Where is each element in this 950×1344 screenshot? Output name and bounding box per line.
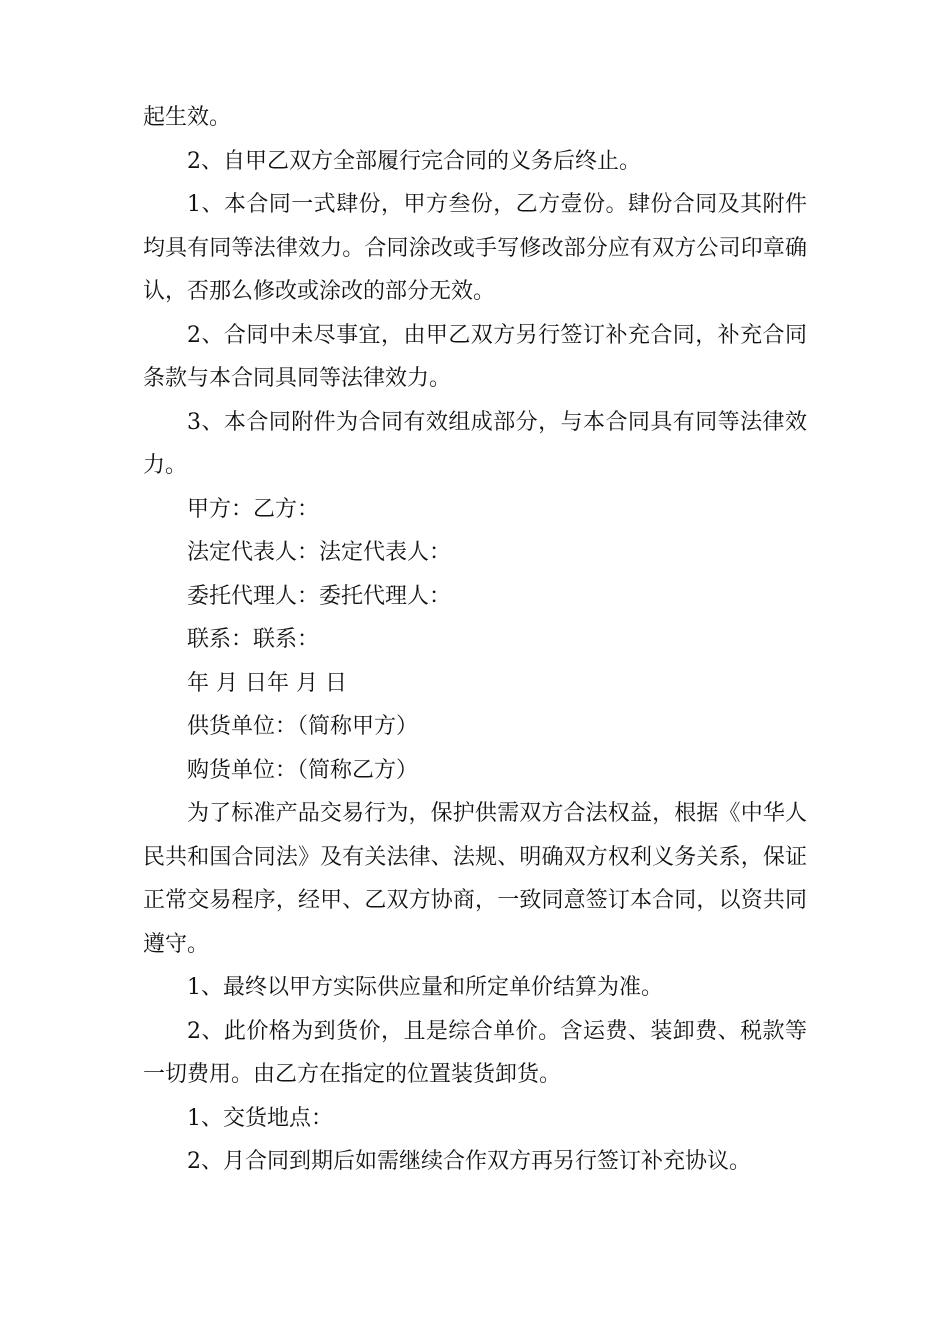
paragraph: 2、此价格为到货价，且是综合单价。含运费、装卸费、税款等一切费用。由乙方在指定的位置装货卸货。 (143, 1018, 807, 1087)
signature-representative-line: 法定代表人：法定代表人： (187, 540, 452, 565)
paragraph: 3、本合同附件为合同有效组成部分，与本合同具有同等法律效力。 (143, 409, 807, 478)
buyer-line: 购货单位：（简称乙方） (187, 757, 419, 783)
document-body (143, 96, 807, 1184)
paragraph: 1、交货地点： (187, 1105, 333, 1131)
paragraph: 起生效。 (143, 105, 232, 130)
paragraph: 1、本合同一式肆份，甲方叁份，乙方壹份。肆份合同及其附件均具有同等法律效力。合同涂改或手写修改部分应有双方公司印章确认，否那么修改或涂改的部分无效。 (143, 192, 807, 304)
signature-date-line: 年 月 日年 月 日 (187, 670, 347, 696)
signature-contact-line: 联系：联系： (187, 627, 320, 652)
signature-party-line: 甲方：乙方： (187, 496, 320, 522)
signature-agent-line: 委托代理人：委托代理人： (187, 583, 452, 609)
paragraph: 为了标准产品交易行为，保护供需双方合法权益，根据《中华人民共和国合同法》及有关法律、法规、明确双方权利义务关系，保证正常交易程序，经甲、乙双方协商，一致同意签订本合同，以资共同遵守。 (143, 801, 807, 957)
paragraph: 2、合同中未尽事宜，由甲乙双方另行签订补充合同，补充合同条款与本合同具同等法律效力。 (143, 322, 807, 391)
paragraph: 2、月合同到期后如需继续合作双方再另行签订补充协议。 (187, 1149, 751, 1174)
supplier-line: 供货单位：（简称甲方） (187, 714, 419, 739)
paragraph: 2、自甲乙双方全部履行完合同的义务后终止。 (187, 148, 641, 174)
paragraph: 1、最终以甲方实际供应量和所定单价结算为准。 (187, 975, 663, 1000)
